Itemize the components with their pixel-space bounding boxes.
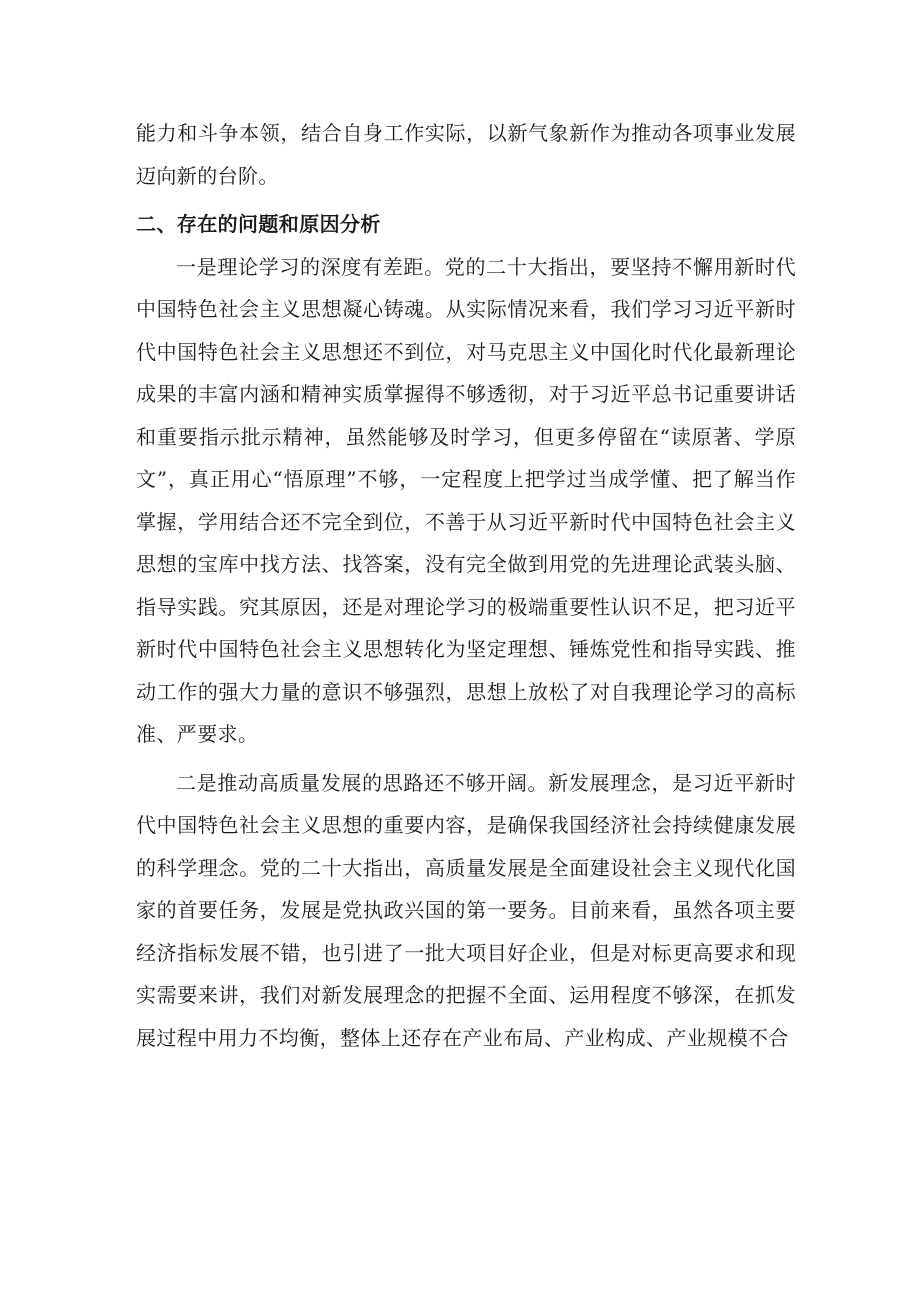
- section-heading: 二、存在的问题和原因分析: [136, 212, 381, 236]
- paragraph-point-one: 一是理论学习的深度有差距。党的二十大指出，要坚持不懈用新时代中国特色社会主义思想凝心铸魂。从实际情况来看，我们学习习近平新时代中国特色社会主义思想还不到位，对马克思主义中国化时代化最新理论成果的丰富内涵和精神实质掌握得不够透彻，对于习近平总书记重要讲话和重要指示批示精神，虽然能够及时学习，但更多停留在“读原著、学原文”，真正用心“悟原理”不够，一定程度上把学过当成学懂、把了解当作掌握，学用结合还不完全到位，不善于从习近平新时代中国特色社会主义思想的宝库中找方法、找答案，没有完全做到用党的先进理论武装头脑、指导实践。究其原因，还是对理论学习的极端重要性认识不足，把习近平新时代中国特色社会主义思想转化为坚定理想、锤炼党性和指导实践、推动工作的强大力量的意识不够强烈，思想上放松了对自我理论学习的高标准、严要求。: [136, 254, 796, 746]
- continuation-paragraph: 能力和斗争本领，结合自身工作实际，以新气象新作为推动各项事业发展迈向新的台阶。: [136, 121, 796, 188]
- document-body: [136, 112, 796, 1059]
- paragraph-point-two: 二是推动高质量发展的思路还不够开阔。新发展理念，是习近平新时代中国特色社会主义思想的重要内容，是确保我国经济社会持续健康发展的科学理念。党的二十大指出，高质量发展是全面建设社会主义现代化国家的首要任务，发展是党执政兴国的第一要务。目前来看，虽然各项主要经济指标发展不错，也引进了一批大项目好企业，但是对标更高要求和现实需要来讲，我们对新发展理念的把握不全面、运用程度不够深，在抓发展过程中用力不均衡，整体上还存在产业布局、产业构成、产业规模不合: [136, 770, 796, 1050]
